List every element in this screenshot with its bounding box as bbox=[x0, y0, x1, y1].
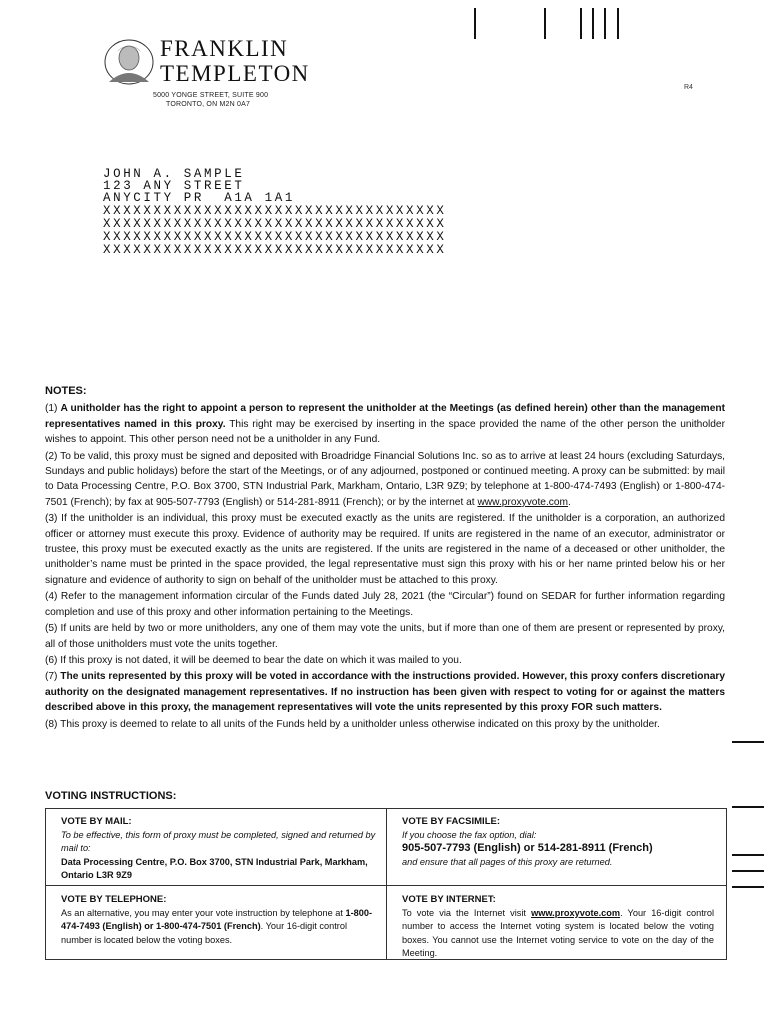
barcode-bar bbox=[617, 8, 619, 39]
vote-by-mail-cell bbox=[61, 815, 376, 883]
telephone-numbers: 1-800-474-7493 (English) or 1-800-474-7501 (French) bbox=[61, 907, 373, 931]
vote-by-fax-cell bbox=[402, 815, 712, 869]
note-1 bbox=[45, 401, 725, 447]
note-2-text: (2) To be valid, this proxy must be signed and deposited with Broadridge Financial Solutions Inc. so as to arrive at least 24 hours (excluding Saturdays, Sundays and public holidays) before the start of the Meetings, or of any adjourned, postponed or continued meeting. A proxy can be submitted: by mail to Data Processing Centre, P.O. Box 3700, STN Industrial Park, Markham, Ontario, L3R 9Z9; by telephone at 1-800-474-7493 (English) or 1-800-474-7501 (French); by fax at 905-507-7793 (English) or 514-281-8911 (French); or by the internet at bbox=[45, 450, 725, 508]
vote-by-telephone-title: VOTE BY TELEPHONE: bbox=[61, 894, 167, 905]
vote-by-mail-instructions: To be effective, this form of proxy must be completed, signed and returned by mail to: bbox=[61, 829, 376, 853]
vote-by-internet-cell bbox=[402, 893, 714, 961]
margin-tick bbox=[732, 741, 764, 743]
note-4: (4) Refer to the management information circular of the Funds dated July 28, 2021 (the “Circular”) found on SEDAR for further information regarding completion and use of this proxy and other information pertaining to the Meetings. bbox=[45, 591, 725, 618]
recipient-city: ANYCITY PR A1A 1A1 bbox=[103, 191, 295, 205]
brand-line-2: TEMPLETON bbox=[160, 61, 310, 86]
notes-section bbox=[45, 384, 725, 733]
telephone-text-end: . Your 16-digit control number is located below the voting boxes. bbox=[61, 921, 347, 945]
sender-address-line1: 5000 YONGE STREET, SUITE 900 bbox=[153, 92, 269, 99]
voting-instructions-title: VOTING INSTRUCTIONS: bbox=[45, 790, 177, 802]
vote-by-mail-title: VOTE BY MAIL: bbox=[61, 816, 132, 827]
sender-address-line2: TORONTO, ON M2N 0A7 bbox=[166, 101, 251, 108]
barcode-bar bbox=[580, 8, 582, 39]
margin-tick bbox=[732, 886, 764, 888]
mail-address: Data Processing Centre, P.O. Box 3700, STN Industrial Park, Markham, Ontario L3R 9Z9 bbox=[61, 856, 368, 880]
note-1-text: This right may be exercised by inserting in the space provided the name of the other person the unitholder wishes to appoint. This other person need not be a unitholder in any Fund. bbox=[45, 418, 725, 446]
fax-instructions: If you choose the fax option, dial: bbox=[402, 829, 537, 840]
divider bbox=[386, 809, 387, 959]
internet-text: To vote via the Internet visit bbox=[402, 907, 532, 918]
note-1-prefix: (1) bbox=[45, 403, 61, 415]
fax-numbers: 905-507-7793 (English) or 514-281-8911 (French) bbox=[402, 842, 653, 854]
note-7 bbox=[45, 669, 725, 715]
recipient-line: XXXXXXXXXXXXXXXXXXXXXXXXXXXXXXXXXX bbox=[103, 204, 447, 218]
barcode-bar bbox=[604, 8, 606, 39]
vote-by-telephone-cell bbox=[61, 893, 376, 947]
recipient-street: 123 ANY STREET bbox=[103, 179, 245, 193]
vote-by-fax-title: VOTE BY FACSIMILE: bbox=[402, 816, 501, 827]
internet-vote-link[interactable]: www.proxyvote.com bbox=[531, 907, 621, 918]
franklin-portrait-logo bbox=[103, 38, 155, 86]
margin-tick bbox=[732, 870, 764, 872]
recipient-line: XXXXXXXXXXXXXXXXXXXXXXXXXXXXXXXXXX bbox=[103, 230, 447, 244]
brand-line-1: FRANKLIN bbox=[160, 36, 289, 61]
internet-text-end: . Your 16-digit control number to access the Internet voting system is located below the voting boxes. You cannot use the Internet voting service to vote on the day of the Meeting. bbox=[402, 907, 714, 958]
recipient-line: XXXXXXXXXXXXXXXXXXXXXXXXXXXXXXXXXX bbox=[103, 217, 447, 231]
fax-note: and ensure that all pages of this proxy are returned. bbox=[402, 856, 613, 867]
notes-heading: NOTES: bbox=[45, 385, 87, 397]
note-5: (5) If units are held by two or more unitholders, any one of them may vote the units, but if more than one of them are present or represented by proxy, all of those unitholders must vote the units together. bbox=[45, 623, 725, 650]
note-1-bold: A unitholder has the right to appoint a person to represent the unitholder at the Meetings (as defined herein) other than the management representatives named in this proxy. bbox=[45, 403, 726, 430]
voting-instructions-box bbox=[45, 808, 727, 960]
barcode-bar bbox=[592, 8, 594, 39]
margin-tick bbox=[732, 806, 764, 808]
note-6: (6) If this proxy is not dated, it will be deemed to bear the date on which it was mailed to you. bbox=[45, 654, 462, 666]
margin-tick bbox=[732, 854, 764, 856]
telephone-text: As an alternative, you may enter your vote instruction by telephone at bbox=[61, 907, 346, 918]
note-7-bold: The units represented by this proxy will be voted in accordance with the instructions provided. However, this proxy confers discretionary authority on the designated management representatives. If no instruction has been given with respect to voting for or against the matters described above in this proxy, the management representatives will vote the units represented by this proxy FOR such matters. bbox=[45, 671, 726, 714]
note-7-prefix: (7) bbox=[45, 671, 61, 683]
recipient-name: JOHN A. SAMPLE bbox=[103, 167, 245, 181]
brand-logo-text bbox=[160, 36, 310, 86]
proxyvote-link[interactable]: www.proxyvote.com bbox=[477, 496, 569, 508]
note-3: (3) If the unitholder is an individual, this proxy must be executed exactly as the units are registered. If the unitholder is a corporation, an authorized officer or attorney must execute this proxy. Evidence of authority may be required. If units are registered in the name of an executor, administrator or trustee, this proxy must be executed exactly as the units are registered. If the units are registered in the name of a deceased or other unitholder, the unitholder’s name must be printed in the space provided, the legal representative must sign this proxy with his or her name printed below his or her signature and evidence of authority to sign on behalf of the unitholder must be attached to this proxy. bbox=[45, 513, 725, 586]
recipient-line: XXXXXXXXXXXXXXXXXXXXXXXXXXXXXXXXXX bbox=[103, 243, 447, 257]
form-code: R4 bbox=[684, 84, 693, 91]
barcode-bar bbox=[544, 8, 546, 39]
note-8: (8) This proxy is deemed to relate to all units of the Funds held by a unitholder unless otherwise indicated on this proxy by the unitholder. bbox=[45, 718, 660, 730]
note-2 bbox=[45, 449, 725, 511]
note-2-end: . bbox=[568, 496, 571, 508]
divider bbox=[46, 885, 726, 886]
vote-by-internet-title: VOTE BY INTERNET: bbox=[402, 894, 496, 905]
barcode-bar bbox=[474, 8, 476, 39]
